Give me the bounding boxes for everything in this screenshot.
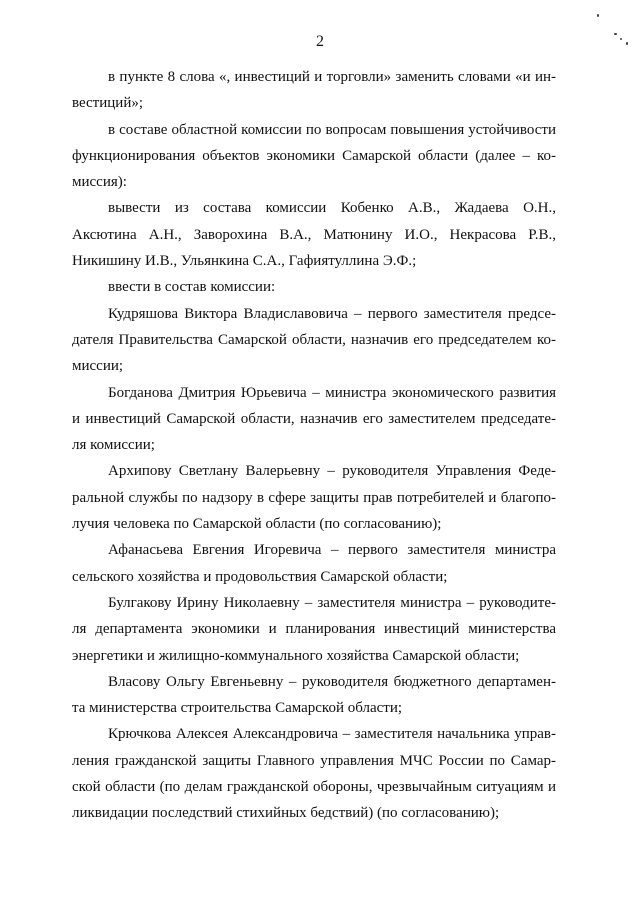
text-line: миссии; <box>72 358 124 375</box>
paragraph <box>72 458 556 537</box>
paragraph <box>72 301 556 380</box>
text-line: Аксютина А.Н., Заворохина В.А., Матюнину И.О., Некрасова Р.В., <box>72 226 556 243</box>
text-line: и инвестиций Самарской области, назначив его заместителем председате- <box>72 410 556 427</box>
paragraph <box>72 537 556 590</box>
text-line: в составе областной комиссии по вопросам повышения устойчивости <box>108 121 556 138</box>
text-line: лучия человека по Самарской области (по согласованию); <box>72 516 442 533</box>
paragraph <box>72 64 556 117</box>
text-line: сельского хозяйства и продовольствия Самарской области; <box>72 568 448 585</box>
text-line: Никишину И.В., Ульянкина С.А., Гафиятуллина Э.Ф.; <box>72 253 417 270</box>
text-line: ля департамента экономики и планирования инвестиций министерства <box>72 621 556 638</box>
text-line: Кудряшова Виктора Владиславовича – первого заместителя предсе- <box>108 305 556 322</box>
scan-speck <box>620 38 622 40</box>
text-line: ления гражданской защиты Главного управления МЧС России по Самар- <box>72 752 556 769</box>
paragraph <box>72 380 556 459</box>
text-line: ля комиссии; <box>72 437 155 454</box>
text-line: Богданова Дмитрия Юрьевича – министра экономического развития <box>108 384 556 401</box>
text-line: ликвидации последствий стихийных бедствий) (по согласованию); <box>72 805 500 822</box>
scan-speck <box>626 42 628 45</box>
text-line: энергетики и жилищно-коммунального хозяйства Самарской области; <box>72 647 520 664</box>
text-line: дателя Правительства Самарской области, назначив его председателем ко- <box>72 331 556 348</box>
text-line: Булгакову Ирину Николаевну – заместителя министра – руководите- <box>108 594 556 611</box>
text-line: вестиций»; <box>72 95 144 112</box>
paragraph <box>72 590 556 669</box>
text-line: Афанасьева Евгения Игоревича – первого заместителя министра <box>108 542 556 559</box>
text-line: миссия): <box>72 174 127 191</box>
document-body <box>72 64 556 827</box>
paragraph <box>72 669 556 722</box>
text-line: Архипову Светлану Валерьевну – руководителя Управления Феде- <box>108 463 556 480</box>
paragraph <box>72 721 556 826</box>
text-line: ввести в состав комиссии: <box>108 279 276 296</box>
text-line: Крючкова Алексея Александровича – заместителя начальника управ- <box>108 726 556 743</box>
text-line: функционирования объектов экономики Самарской области (далее – ко- <box>72 147 556 164</box>
text-line: в пункте 8 слова «, инвестиций и торговли» заменить словами «и ин- <box>108 69 556 85</box>
paragraph <box>72 195 556 274</box>
text-line: ской области (по делам гражданской обороны, чрезвычайным ситуациям и <box>72 779 556 796</box>
text-line: та министерства строительства Самарской области; <box>72 700 403 717</box>
page-number: 2 <box>316 33 324 50</box>
scan-speck <box>597 14 599 17</box>
paragraph <box>72 274 556 300</box>
scan-speck <box>614 33 617 35</box>
paragraph <box>72 117 556 196</box>
text-line: Власову Ольгу Евгеньевну – руководителя бюджетного департамен- <box>108 673 556 690</box>
text-line: вывести из состава комиссии Кобенко А.В., Жадаева О.Н., <box>108 200 556 217</box>
text-line: ральной службы по надзору в сфере защиты прав потребителей и благопо- <box>72 489 556 506</box>
